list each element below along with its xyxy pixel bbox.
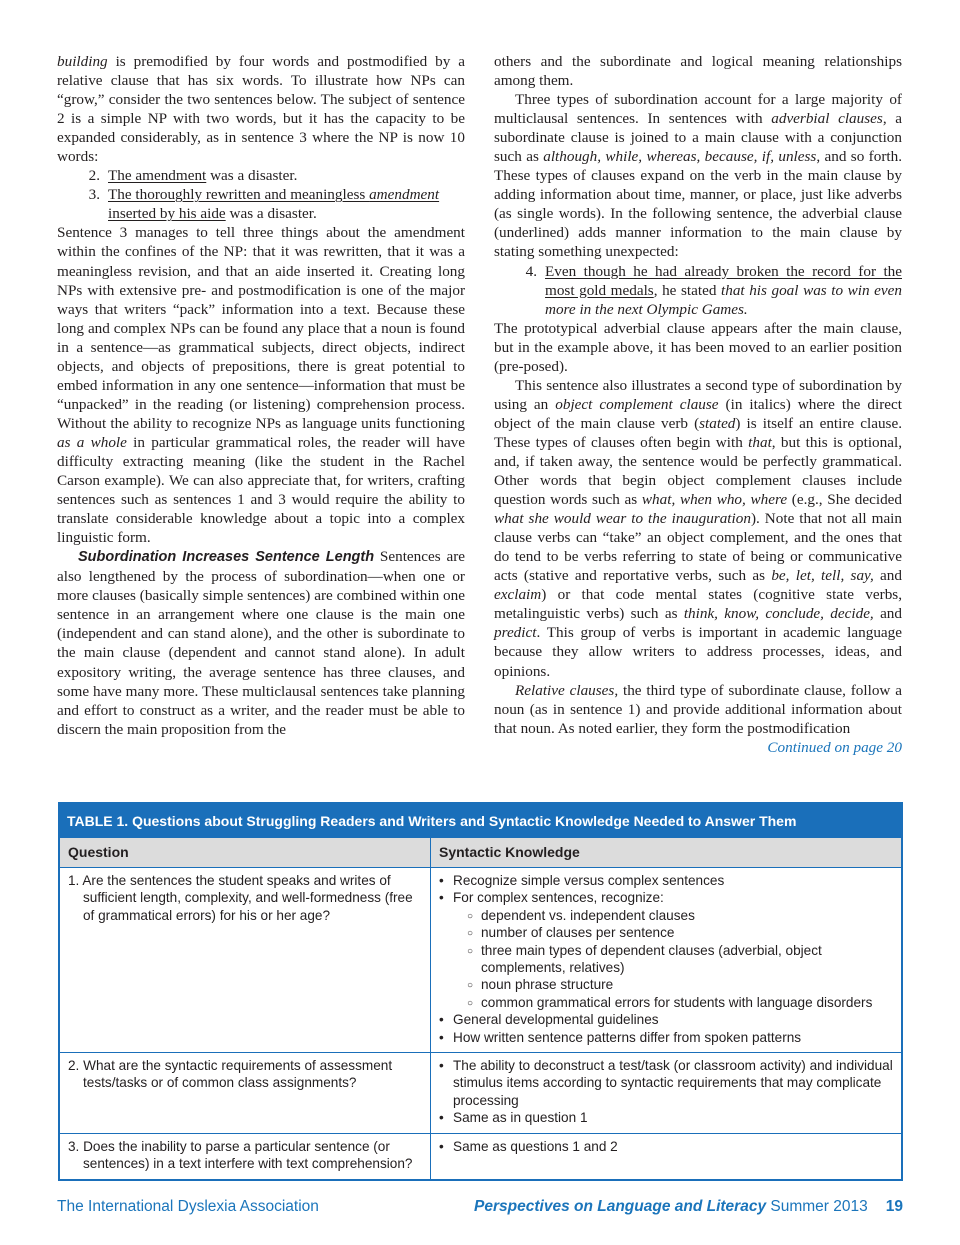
sub-bullet-item: ○ three main types of dependent clauses (adverbial, object complements, relatives)	[453, 942, 893, 977]
example-text: was a disaster.	[225, 205, 317, 223]
question-cell: 1. Are the sentences the student speaks and writes of sufficient length, complexity, and well-formedness (free of grammatical errors) for his or her age?	[68, 873, 413, 923]
italic-clause: that his goal was to win even more in the next Olympic Games.	[545, 281, 903, 318]
table-1	[58, 802, 903, 1181]
paragraph-text: Sentence 3 manages to tell three things about the amendment within the confines of the NP: that it was rewritten, that it was a meaningless revision, and that an aide inserted it. Creating long NPs with extensive pre- and postmodification is one of the major ways that writers “pack” information into a text. Because these long and complex NPs can be found any place that a noun is found in a sentence—as grammatical subjects, direct objects, indirect objects, and objects of prepositions, there is great potential to embed information in any one sentence—information that must be “unpacked” in the reading (or listening) comprehension process. Without the ability to recognize NPs as language units functioning	[57, 224, 465, 432]
paragraph: Relative clauses, the third type of subordinate clause, follow a noun (as in sentence 1) and provide additional information about that noun. As noted earlier, they form the postmodification	[494, 681, 902, 737]
underlined-clause: Even though he had already broken the record for the most gold medals	[545, 262, 902, 299]
underlined-np: The thoroughly rewritten and meaningless	[108, 186, 370, 204]
footer-issue: Summer 2013	[770, 1198, 868, 1215]
section-heading: Subordination Increases Sentence Length	[78, 549, 375, 566]
sub-bullet-item: ○ common grammatical errors for students with language disorders	[453, 994, 893, 1011]
column-header-syntactic-knowledge: Syntactic Knowledge	[439, 844, 580, 860]
paragraph-text: is premodified by four words and postmodified by a relative clause that has six words. To illustrate how NPs can “grow,” consider the two sentences below. The subject of sentence 2 is a simple NP with two words, but it has the capacity to be expanded considerably, as in sentence 3 where the NP is now 10 words:	[57, 53, 465, 166]
example-text: was a disaster.	[206, 167, 298, 185]
footer-organization: The International Dyslexia Association	[57, 1198, 319, 1215]
bullet-item: • For complex sentences, recognize: ○ dependent vs. independent clauses ○ number of clauses per sentence ○ three main types of dependent clauses (adverbial, object complements, relatives) ○ noun phrase structure ○ common grammatical errors for students with language disorders	[439, 889, 893, 1011]
italic-text: building	[57, 53, 108, 70]
bullet-item: • How written sentence patterns differ from spoken patterns	[439, 1029, 893, 1046]
question-cell: 2. What are the syntactic requirements of assessment tests/tasks or of common class assignments?	[68, 1058, 393, 1091]
knowledge-cell	[431, 1053, 901, 1133]
paragraph-text: Sentences are also lengthened by the process of subordination—when one or more clauses (basically simple sentences) are combined within one sentence in an arrangement where one clause is the main one (independent and can stand alone), and the other is subordinate to the main clause (dependent and cannot stand alone). In adult expository writing, the average sentence has three clauses, and some have many more. These multiclausal sentences take planning and effort to construct as a writer, and the reader must be able to discern the main proposition from the	[57, 548, 465, 738]
bullet-item: • Same as in question 1	[439, 1109, 893, 1126]
paragraph: The prototypical adverbial clause appears after the main clause, but in the example above, it has been moved to an earlier position (pre-posed).	[494, 319, 902, 375]
underlined-head-noun: amendment	[369, 186, 440, 204]
example-sentence-3	[57, 185, 465, 223]
question-cell: 3. Does the inability to parse a particular sentence (or sentences) in a text interfere with text comprehension?	[68, 1138, 413, 1172]
example-sentence-4: 4. Even though he had already broken the record for the most gold medals, he stated that his goal was to win even more in the next Olympic Games.	[494, 262, 902, 319]
sub-bullet-item: ○ dependent vs. independent clauses	[453, 907, 893, 924]
table-row	[60, 1052, 901, 1133]
example-number: 4.	[525, 262, 537, 280]
page-number: 19	[885, 1198, 903, 1215]
bullet-item: • General developmental guidelines	[439, 1011, 893, 1028]
paragraph	[57, 547, 465, 738]
sub-bullet-item: ○ noun phrase structure	[453, 976, 893, 993]
knowledge-cell	[431, 1134, 901, 1179]
continued-link[interactable]: Continued on page 20	[767, 738, 902, 756]
example-number: 3.	[88, 186, 100, 204]
bullet-item: • Recognize simple versus complex sentences	[439, 872, 893, 889]
bullet-item: • Same as questions 1 and 2	[439, 1138, 893, 1155]
knowledge-cell	[431, 868, 901, 1052]
underlined-np: inserted by his aide	[108, 205, 226, 223]
footer-journal-title: Perspectives on Language and Literacy	[474, 1198, 767, 1215]
paragraph-text: in particular grammatical roles, the reader will have difficulty extracting meaning (like the student in the Rachel Carson example). We can also appreciate that, for writers, crafting sentences such as sentences 1 and 3 would require the ability to translate considerable knowledge about a topic into a complex linguistic form.	[57, 433, 465, 547]
paragraph: This sentence also illustrates a second type of subordination by using an object complement clause (in italics) where the direct object of the main clause verb (stated) is itself an entire clause. These types of clauses often begin with that, but this is optional, and, if taken away, the sentence would be perfectly grammatical. Other words that begin object complement clauses include question words such as what, when who, where (e.g., She decided what she would wear to the inauguration). Note that not all main clause verbs can “take” an object complement, and the ones that do tend to be verbs referring to state of being or communicative acts (stative and reportative verbs, such as be, let, tell, say, and exclaim) or that code mental states (cognitive state verbs, metalinguistic verbs) such as think, know, conclude, decide, and predict. This group of verbs is important in academic language because they allow writers to address processes, ideas, and opinions.	[494, 376, 903, 680]
table-header-row	[60, 838, 901, 867]
left-column	[57, 52, 465, 739]
table-row	[60, 1133, 901, 1179]
paragraph: Three types of subordination account for a large majority of multiclausal sentences. In sentences with adverbial clauses, a subordinate clause is joined to a main clause with a conjunction such as although, while, whereas, because, if, unless, and so forth. These types of clauses expand on the verb in the main clause by adding information about time, manner, or place, just like adverbs (as single words). In the following sentence, the adverbial clause (underlined) adds manner information to the main clause by stating something unexpected:	[494, 91, 902, 261]
column-header-question: Question	[60, 838, 431, 867]
table-row	[60, 867, 901, 1052]
paragraph	[57, 223, 465, 547]
italic-text: as a whole	[57, 433, 127, 451]
example-sentence-2	[57, 166, 465, 185]
bullet-item: • The ability to deconstruct a test/task (or classroom activity) and individual stimulus items according to syntactic requirements that may complicate processing	[439, 1057, 893, 1109]
sub-bullet-item: ○ number of clauses per sentence	[453, 924, 893, 941]
table-title: TABLE 1. Questions about Struggling Readers and Writers and Syntactic Knowledge Needed to Answer Them	[60, 804, 901, 838]
right-column	[494, 52, 902, 757]
paragraph	[57, 52, 465, 166]
example-number: 2.	[88, 167, 100, 185]
paragraph: others and the subordinate and logical meaning relationships among them.	[494, 53, 902, 90]
underlined-np: The amendment	[108, 167, 207, 185]
